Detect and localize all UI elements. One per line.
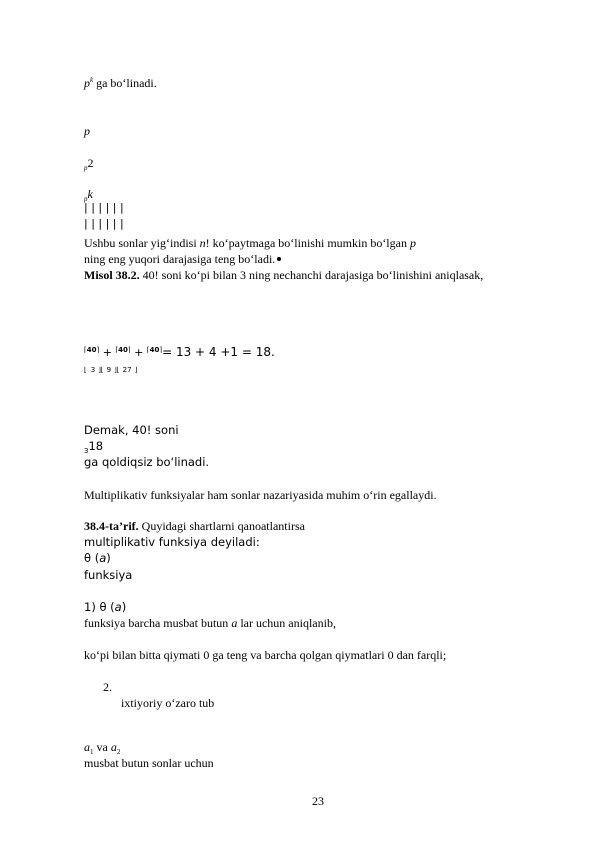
a1-a2-line <box>84 740 120 754</box>
calc-num-3: 40 <box>149 346 160 354</box>
exp-k: k <box>90 76 94 84</box>
end-of-proof-icon <box>277 257 281 261</box>
page-number: 23 <box>312 794 324 808</box>
sentence-n: n <box>199 236 206 250</box>
a2-sub: 2 <box>116 748 121 756</box>
condition-1-head <box>84 600 126 614</box>
condition-1-text-b: lar uchun aniqlanib, <box>237 616 336 630</box>
condition-1-a: a <box>114 600 122 614</box>
text-ga-bolinadi: ga bo‘linadi. <box>93 76 157 90</box>
condition-1-close: ) <box>121 600 127 614</box>
calc-num-2: 40 <box>118 346 128 354</box>
bracket-open-3: ⌈ <box>146 346 150 354</box>
a2-var: a <box>110 740 117 754</box>
sentence-text-a: Ushbu sonlar yig‘indisi <box>84 236 200 250</box>
example-line <box>84 268 483 282</box>
sentence-p: p <box>409 236 416 250</box>
demak-line-3: ga qoldiqsiz bo‘linadi. <box>84 455 210 469</box>
condition-1b: ko‘pi bilan bitta qiymati 0 ga teng va barcha qolgan qiymatlari 0 dan farqli; <box>84 648 447 662</box>
bracket-close-2: ⌉ <box>127 346 131 354</box>
a1-sub: 1 <box>90 748 94 756</box>
example-label: Misol 38.2. <box>84 268 140 282</box>
definition-text: Quyidagi shartlarni qanoatlantirsa <box>138 519 305 533</box>
definition-theta <box>84 551 111 565</box>
formula-p: p <box>84 124 90 138</box>
calc-plus-1: + <box>102 346 112 359</box>
sentence-line-2 <box>84 252 281 266</box>
definition-line-2: multiplikativ funksiya deyiladi: <box>84 535 260 549</box>
condition-1-num: 1) θ ( <box>84 600 115 614</box>
sentence-line-1 <box>84 236 416 250</box>
formula-bars-1: | | | | | | <box>84 201 124 214</box>
definition-a: a <box>99 551 107 565</box>
condition-2-num: 2. <box>103 680 112 694</box>
bracket-floor-close-3: ⌋ <box>134 366 138 374</box>
bracket-open-1: ⌈ <box>84 346 87 354</box>
var-p: p <box>84 76 90 90</box>
definition-theta-symbol: θ ( <box>84 551 100 565</box>
formula-sub-p: p <box>84 164 88 172</box>
formula-bars-2: | | | | | | <box>84 217 124 230</box>
definition-close: ) <box>106 551 111 565</box>
calc-line <box>84 345 275 359</box>
example-text: 40! soni ko‘pi bilan 3 ning nechanchi darajasiga bo‘linishini aniqlasak, <box>139 268 484 282</box>
a1-var: a <box>84 740 90 754</box>
calc-num-1: 40 <box>86 346 97 354</box>
demak-exp: 18 <box>88 439 104 453</box>
a1a2-va: va <box>93 740 111 754</box>
formula-k: k <box>87 187 93 201</box>
formula-p-squared <box>84 156 94 175</box>
bracket-close-3: ⌉ <box>159 346 163 354</box>
condition-1-a2: a <box>231 616 238 630</box>
bracket-floor-close-1: ⌋⌊ <box>98 366 104 374</box>
definition-line-1 <box>84 519 305 533</box>
bracket-close-1: ⌉ <box>96 346 100 354</box>
bracket-open-2: ⌈ <box>115 346 119 354</box>
bracket-floor-close-2: ⌋⌊ <box>114 366 120 374</box>
demak-line-1: Demak, 40! soni <box>84 423 179 437</box>
condition-1-text <box>84 616 336 630</box>
a1-a2-line-2: musbat butun sonlar uchun <box>84 756 214 770</box>
formula-two: 2 <box>87 156 94 170</box>
demak-base: 3 <box>84 447 89 455</box>
multiplicative-sentence: Multiplikativ funksiyalar ham sonlar nazariyasida muhim o‘rin egallaydi. <box>84 488 437 502</box>
calc-den-1: 3 <box>90 366 96 374</box>
calc-plus-2: + <box>134 346 144 359</box>
calc-den-2: 9 <box>106 366 112 374</box>
calc-den-3: 27 <box>122 366 132 374</box>
text-line-pk <box>84 76 157 90</box>
formula-sub-p2: p <box>84 195 88 203</box>
sentence-text-b: ! ko‘paytmaga bo‘linishi mumkin bo‘lgan <box>205 236 410 250</box>
bracket-floor-1: ⌊ <box>84 366 87 374</box>
definition-funksiya: funksiya <box>84 568 133 582</box>
condition-1-text-a: funksiya barcha musbat butun <box>84 616 232 630</box>
sentence-line-2-text: ning eng yuqori darajasiga teng bo‘ladi. <box>84 252 276 266</box>
calc-denominators <box>84 366 137 374</box>
calc-result: = 13 + 4 +1 = 18. <box>162 345 275 359</box>
definition-label: 38.4-ta’rif. <box>84 519 139 533</box>
condition-2-text: ixtiyoriy o‘zaro tub <box>121 696 215 710</box>
